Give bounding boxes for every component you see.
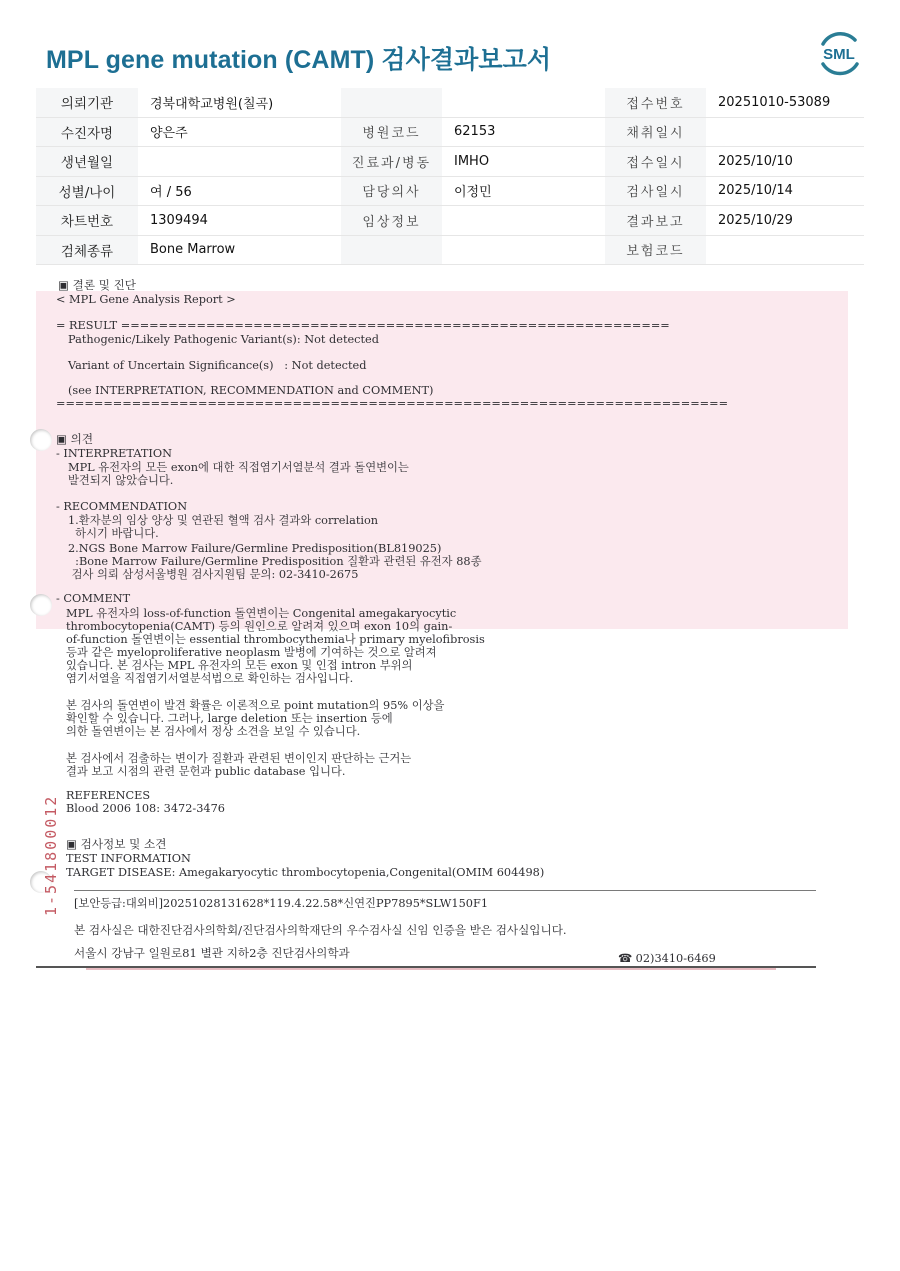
page-title: MPL gene mutation (CAMT) 검사결과보고서 [46, 46, 552, 74]
punch-hole [30, 429, 52, 451]
recom-text: 2.NGS Bone Marrow Failure/Germline Predisposition(BL819025) [68, 542, 442, 555]
info-label: 접수번호 [605, 88, 706, 117]
recom-text: 1.환자분의 임상 양상 및 연관된 혈액 검사 결과와 correlation [68, 514, 379, 527]
lab-address: 서울시 강남구 일원로81 별관 지하2층 진단검사의학과 [74, 946, 350, 960]
lab-phone: ☎ 02)3410-6469 [618, 952, 716, 965]
analysis-title: < MPL Gene Analysis Report > [56, 293, 236, 306]
info-label: 성별/나이 [36, 176, 138, 206]
info-label: 검체종류 [36, 235, 138, 265]
rule-line: ======================================================================= [56, 397, 729, 410]
info-row [36, 206, 864, 236]
info-value: 2025/10/14 [706, 176, 864, 206]
comment-text: 의한 돌연변이는 본 검사에서 정상 소견을 보일 수 있습니다. [66, 725, 361, 738]
info-value: 62153 [442, 117, 605, 147]
comment-text: 염기서열을 직접염기서열분석법으로 확인하는 검사입니다. [66, 672, 354, 685]
stamp-code-text: 1-541800012 [42, 794, 60, 916]
result-line: = RESULT ========================================================== [56, 319, 670, 332]
info-value: Bone Marrow [138, 235, 341, 265]
comment-text: 본 검사에서 검출하는 변이가 질환과 관련된 변이인지 판단하는 근거는 [66, 752, 412, 765]
interp-heading: - INTERPRETATION [56, 447, 172, 460]
info-row [36, 235, 864, 265]
comment-text: 본 검사의 돌연변이 발견 확률은 이론적으로 point mutation의 95% 이상을 [66, 699, 445, 712]
info-value [442, 206, 605, 236]
security-line: [보안등급:대외비]20251028131628*119.4.22.58*신연진PP7895*SLW150F1 [74, 897, 489, 910]
info-value: 2025/10/10 [706, 147, 864, 177]
info-value: 여 / 56 [138, 176, 341, 206]
info-label: 차트번호 [36, 206, 138, 236]
sml-logo [815, 30, 863, 76]
info-value: IMHO [442, 147, 605, 177]
info-label: 의뢰기관 [36, 88, 138, 117]
info-label: 검사일시 [605, 176, 706, 206]
info-row [36, 147, 864, 177]
comment-text: 확인할 수 있습니다. 그러나, large deletion 또는 insertion 등에 [66, 712, 393, 725]
comment-heading: - COMMENT [56, 592, 131, 605]
recom-text: 검사 의뢰 삼성서울병원 검사지원팀 문의: 02-3410-2675 [68, 568, 359, 581]
comment-text: MPL 유전자의 loss-of-function 돌연변이는 Congenital amegakaryocytic [66, 607, 457, 620]
references-heading: REFERENCES [66, 789, 151, 802]
see-line: (see INTERPRETATION, RECOMMENDATION and COMMENT) [68, 384, 434, 397]
stamp-code [42, 766, 72, 916]
info-label: 담당의사 [341, 176, 442, 206]
info-label: 보험코드 [605, 235, 706, 265]
info-value [442, 88, 605, 117]
logo-text: SML [823, 46, 855, 63]
patient-info-table [36, 88, 864, 265]
recom-text: 하시기 바랍니다. [68, 527, 159, 540]
info-label: 생년월일 [36, 147, 138, 177]
vus-result: Variant of Uncertain Significance(s) : Not detected [68, 359, 367, 372]
section-heading: ▣ 결론 및 진단 [58, 278, 137, 292]
info-label: 병원코드 [341, 117, 442, 147]
info-value: 경북대학교병원(칠곡) [138, 88, 341, 117]
comment-text: 등과 같은 myeloproliferative neoplasm 발병에 기여하는 것으로 알려져 [66, 646, 437, 659]
scanned-report [36, 276, 864, 976]
info-value [706, 235, 864, 265]
recom-text: :Bone Marrow Failure/Germline Predisposition 질환과 관련된 유전자 88종 [68, 555, 482, 568]
info-value: 양은주 [138, 117, 341, 147]
info-label: 임상정보 [341, 206, 442, 236]
comment-text: 있습니다. 본 검사는 MPL 유전자의 모든 exon 및 인접 intron 부위의 [66, 659, 413, 672]
info-row [36, 176, 864, 206]
info-label [341, 235, 442, 265]
target-disease: TARGET DISEASE: Amegakaryocytic thrombocytopenia,Congenital(OMIM 604498) [66, 866, 545, 879]
info-value: 이정민 [442, 176, 605, 206]
pathogenic-result: Pathogenic/Likely Pathogenic Variant(s): Not detected [68, 333, 379, 346]
info-row [36, 88, 864, 117]
interp-text: MPL 유전자의 모든 exon에 대한 직접염기서열분석 결과 돌연변이는 [68, 461, 409, 474]
reference-item: Blood 2006 108: 3472-3476 [66, 802, 225, 815]
sml-logo-icon [815, 30, 863, 76]
info-value: 1309494 [138, 206, 341, 236]
info-label: 수진자명 [36, 117, 138, 147]
comment-text: thrombocytopenia(CAMT) 등의 원인으로 알려져 있으며 exon 10의 gain- [66, 620, 453, 633]
info-label: 결과보고 [605, 206, 706, 236]
comment-text: of-function 돌연변이는 essential thrombocythemia나 primary myelofibrosis [66, 633, 485, 646]
info-label: 채취일시 [605, 117, 706, 147]
section-heading: ▣ 의견 [56, 432, 94, 446]
info-label: 접수일시 [605, 147, 706, 177]
info-value [706, 117, 864, 147]
info-value: 20251010-53089 [706, 88, 864, 117]
test-info-heading: TEST INFORMATION [66, 852, 191, 865]
interp-text: 발견되지 않았습니다. [68, 474, 174, 487]
comment-text: 결과 보고 시점의 관련 문헌과 public database 입니다. [66, 765, 346, 778]
recom-heading: - RECOMMENDATION [56, 500, 188, 513]
info-label [341, 88, 442, 117]
info-label: 진료과/병동 [341, 147, 442, 177]
cert-statement: 본 검사실은 대한진단검사의학회/진단검사의학재단의 우수검사실 신임 인증을 받은 검사실입니다. [74, 923, 567, 937]
divider [74, 890, 816, 891]
info-value: 2025/10/29 [706, 206, 864, 236]
info-row [36, 117, 864, 147]
info-value [442, 235, 605, 265]
info-value [138, 147, 341, 177]
divider [86, 968, 776, 970]
section-heading: ▣ 검사정보 및 소견 [66, 837, 167, 851]
punch-hole [30, 594, 52, 616]
